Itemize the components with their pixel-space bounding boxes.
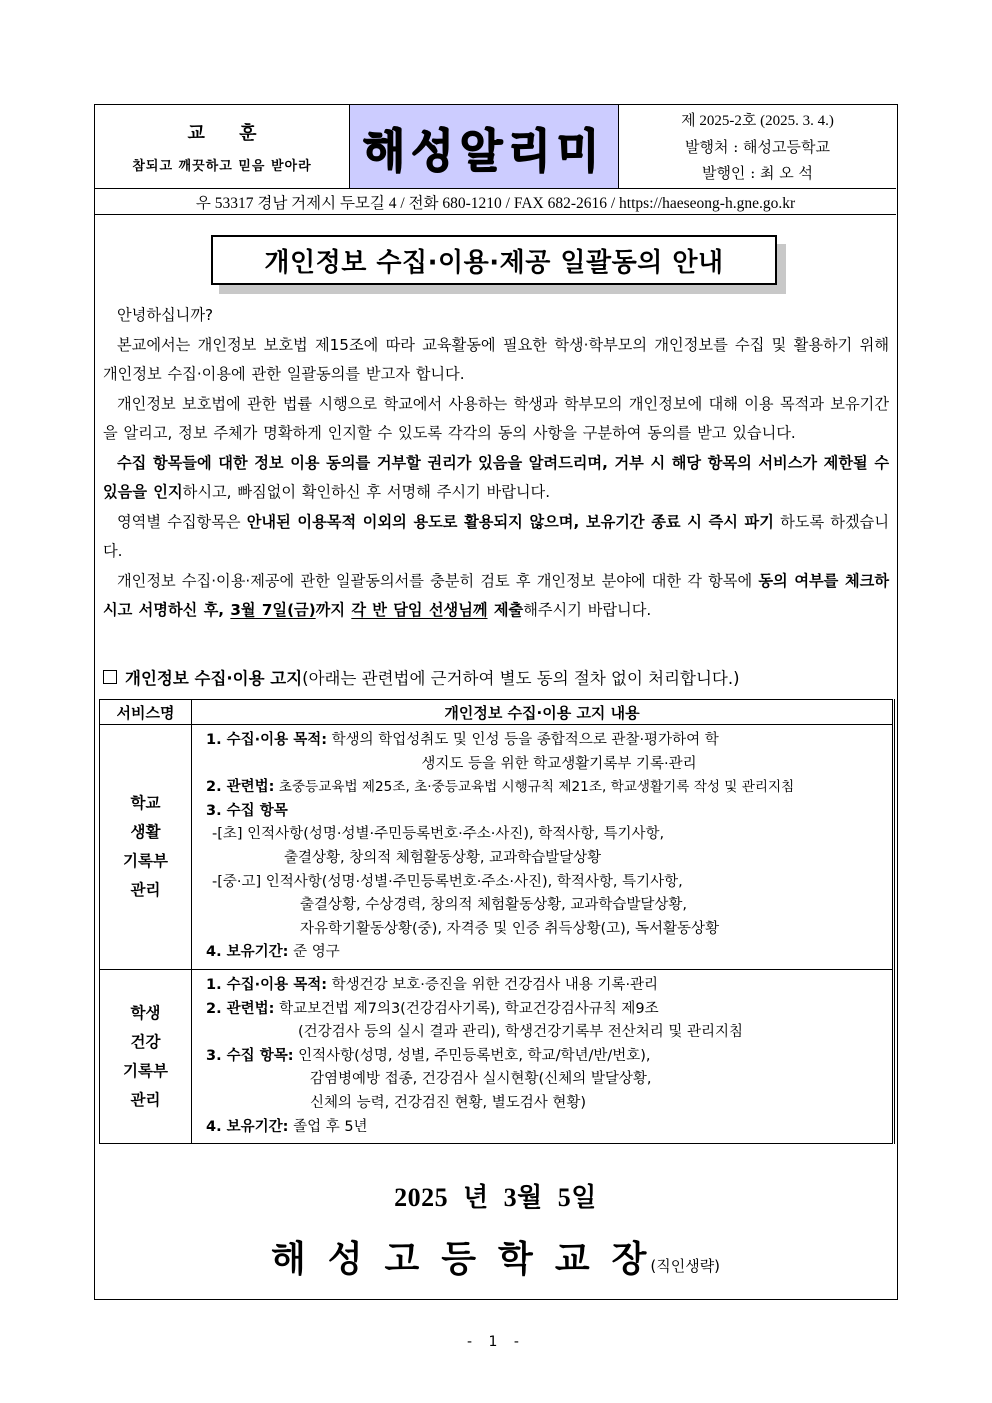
items-value: 인적사항(성명, 성별, 주민등록번호, 학교/학년/반/번호), (298, 1047, 651, 1064)
consent-refusal-notice: 수집 항목들에 대한 정보 이용 동의를 거부할 권리가 있음을 알려드리며, 거부 시 해당 항목의 서비스가 제한될 수 있음을 인지 (103, 453, 889, 501)
paragraph-5-start: 개인정보 수집·이용·제공에 관한 일괄동의서를 충분히 검토 후 개인정보 분야에 대한 각 항목에 (117, 571, 759, 590)
retention-label: 4. 보유기간: (206, 944, 289, 961)
law-value: 초중등교육법 제25조, 초·중등교육법 시행규칙 제21조, 학교생활기록 작성 및 관리지침 (278, 779, 795, 796)
notice-table (99, 699, 895, 1144)
paragraph-1: 본교에서는 개인정보 보호법 제15조에 따라 교육활동에 필요한 학생·학부모의 개인정보를 수집 및 활용하기 위해 개인정보 수집·이용에 관한 일괄동의를 받고자 합니다. (103, 335, 889, 383)
checkbox-icon (103, 670, 117, 684)
document-title-box (211, 235, 777, 285)
newsletter-brand (350, 105, 619, 188)
law-line (206, 998, 882, 1022)
items-middle-high-continued: 출결상황, 수상경력, 창의적 체험활동상황, 교과학습발달상황, (300, 897, 688, 914)
paragraph-4-start: 영역별 수집항목은 (117, 512, 247, 531)
items-line (206, 1045, 882, 1069)
service-name-health-record (100, 969, 192, 1143)
table-row (100, 725, 894, 970)
check-sign-instruction: 동의 여부를 체크하시고 서명하신 후, (103, 571, 889, 619)
service-name-line: 관리 (130, 880, 161, 899)
paragraph-4 (103, 508, 889, 567)
service-name-line: 기록부 (123, 851, 168, 870)
submit-text: 제출 (487, 601, 524, 619)
body-text (103, 301, 889, 626)
issue-date: 2025 년 3월 5일 (394, 1183, 597, 1212)
law-label: 2. 관련법: (206, 779, 275, 796)
purpose-continued: 생지도 등을 위한 학교생활기록부 기록·관리 (421, 755, 697, 772)
newsletter-page (94, 104, 898, 1300)
items-label: 3. 수집 항목: (206, 1047, 294, 1064)
motto-text: 참되고 깨끗하고 믿음 받아라 (132, 159, 312, 174)
purpose-value: 학생의 학업성취도 및 인성 등을 종합적으로 관찰·평가하여 학 (331, 732, 719, 748)
principal-signature (95, 1231, 896, 1282)
publisher: 발행처 : 해성고등학교 (684, 137, 830, 156)
items-middle-high-continued: 자유학기활동상황(중), 자격증 및 인증 취득상황(고), 독서활동상황 (300, 920, 720, 937)
document-title: 개인정보 수집·이용·제공 일괄동의 안내 (211, 235, 777, 285)
deadline: 3월 7일(금) (230, 601, 316, 619)
service-name-line: 학교 (130, 793, 161, 812)
purpose-label: 1. 수집·이용 목적: (206, 976, 328, 993)
law-continued: (건강검사 등의 실시 결과 관리), 학생건강기록부 전산처리 및 관리지침 (298, 1024, 743, 1041)
items-elementary: -[초] 인적사항(성명·성별·주민등록번호·주소·사진), 학적사항, 특기사항, (212, 826, 665, 843)
retention-value: 준 영구 (293, 944, 340, 961)
service-name-line: 기록부 (123, 1061, 168, 1080)
paragraph-2: 개인정보 보호법에 관한 법률 시행으로 학교에서 사용하는 학생과 학부모의 개인정보에 대해 이용 목적과 보유기간을 알리고, 정보 주체가 명확하게 인지할 수 있도록 각각의 동의 사항을 구분하여 동의를 받고 있습니다. (103, 394, 889, 442)
issuer: 발행인 : 최 오 석 (701, 163, 814, 182)
issue-number: 제 2025-2호 (2025. 3. 4.) (681, 112, 834, 129)
header-notice-content: 개인정보 수집·이용 고지 내용 (192, 700, 894, 725)
items-elementary-continued: 출결상황, 창의적 체험활동상황, 교과학습발달상황 (284, 849, 602, 866)
law-line (206, 776, 882, 800)
newsletter-title: 해성알리미 (362, 124, 606, 178)
newsletter-header (95, 105, 896, 189)
items-label: 3. 수집 항목 (206, 802, 288, 819)
service-content-school-record (192, 725, 894, 970)
notice-heading (103, 665, 889, 689)
items-middle-high: -[중·고] 인적사항(성명·성별·주민등록번호·주소·사진), 학적사항, 특기사항, (212, 873, 683, 890)
law-label: 2. 관련법: (206, 1000, 275, 1017)
school-motto (95, 105, 350, 188)
retention-line (206, 1116, 882, 1140)
service-name-school-record (100, 725, 192, 970)
motto-title: 교 훈 (187, 123, 271, 144)
purpose-line (206, 974, 882, 998)
disposal-notice: 안내된 이용목적 이외의 용도로 활용되지 않으며, 보유기간 종료 시 즉시 파기 (246, 512, 774, 531)
retention-label: 4. 보유기간: (206, 1118, 289, 1135)
paragraph-3 (103, 449, 889, 508)
paragraph-5 (103, 567, 889, 626)
notice-heading-note: (아래는 관련법에 근거하여 별도 동의 절차 없이 처리합니다.) (302, 669, 740, 688)
issue-info (619, 105, 896, 188)
seal-omitted-note: (직인생략) (650, 1257, 721, 1275)
retention-line (206, 941, 882, 965)
service-name-line: 학생 (130, 1003, 161, 1022)
school-address: 우 53317 경남 거제시 두모길 4 / 전화 680-1210 / FAX 682-2616 / https://haeseong-h.gne.go.kr (95, 189, 896, 215)
service-content-health-record (192, 969, 894, 1143)
table-header-row (100, 700, 894, 725)
notice-heading-title: 개인정보 수집·이용 고지 (125, 669, 303, 688)
items-continued: 감염병예방 접종, 건강검사 실시현황(신체의 발달상황, (310, 1071, 652, 1088)
law-value: 학교보건법 제7의3(건강검사기록), 학교건강검사규칙 제9조 (279, 1000, 659, 1017)
purpose-value: 학생건강 보호·증진을 위한 건강검사 내용 기록·관리 (331, 976, 659, 993)
page-number: - 1 - (467, 1334, 525, 1350)
paragraph-3-rest: 하시고, 빠짐없이 확인하신 후 서명해 주시기 바랍니다. (182, 483, 551, 501)
service-name-line: 건강 (130, 1032, 161, 1051)
service-name-line: 생활 (130, 822, 161, 841)
table-row (100, 969, 894, 1143)
signature-name: 해성고등학교장 (270, 1238, 669, 1280)
purpose-line (206, 729, 882, 753)
paragraph-4-rest: 하도록 하겠습니다. (103, 512, 889, 560)
greeting: 안녕하십니까? (117, 306, 214, 324)
header-service-name: 서비스명 (100, 700, 192, 725)
retention-value: 졸업 후 5년 (293, 1118, 368, 1135)
service-name-line: 관리 (130, 1090, 161, 1109)
items-continued: 신체의 능력, 건강검진 현황, 별도검사 현황) (310, 1094, 587, 1111)
submit-target: 각 반 담임 선생님께 (351, 601, 488, 619)
purpose-label: 1. 수집·이용 목적: (206, 732, 328, 748)
paragraph-5-rest: 해주시기 바랍니다. (523, 601, 652, 619)
until-text: 까지 (315, 601, 352, 619)
